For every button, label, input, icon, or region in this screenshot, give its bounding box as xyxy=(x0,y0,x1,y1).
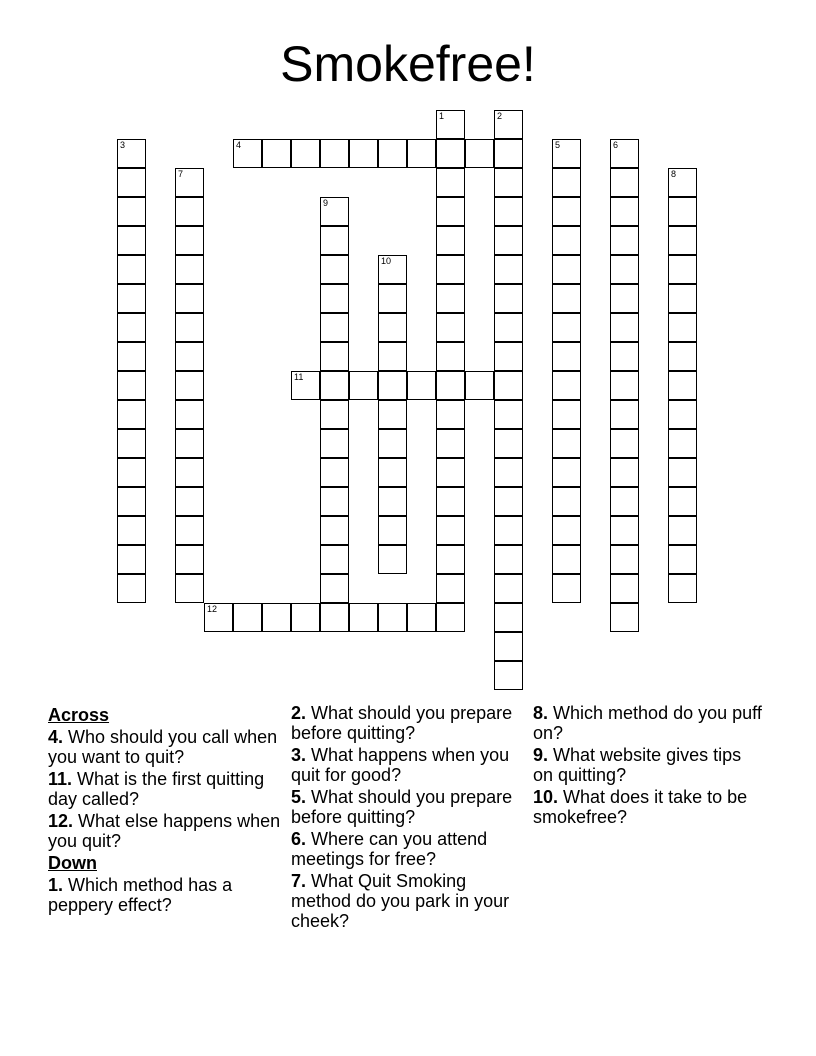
clue-text: Who should you call when you want to quit? xyxy=(48,727,278,767)
crossword-cell[interactable] xyxy=(320,139,349,168)
crossword-cell[interactable] xyxy=(320,400,349,429)
across-heading: Across xyxy=(48,705,110,725)
crossword-cell[interactable] xyxy=(320,545,349,574)
crossword-cell[interactable] xyxy=(610,458,639,487)
crossword-cell[interactable] xyxy=(610,371,639,400)
crossword-cell[interactable] xyxy=(378,516,407,545)
crossword-cell[interactable] xyxy=(349,371,378,400)
crossword-cell[interactable] xyxy=(552,400,581,429)
crossword-cell[interactable] xyxy=(668,342,697,371)
crossword-cell[interactable] xyxy=(320,342,349,371)
crossword-cell[interactable] xyxy=(465,139,494,168)
crossword-cell[interactable] xyxy=(175,168,204,197)
crossword-cell[interactable] xyxy=(436,429,465,458)
crossword-cell[interactable] xyxy=(494,487,523,516)
crossword-cell[interactable] xyxy=(175,487,204,516)
crossword-cell[interactable] xyxy=(552,545,581,574)
crossword-cell[interactable] xyxy=(175,342,204,371)
crossword-cell[interactable] xyxy=(117,255,146,284)
crossword-cell[interactable] xyxy=(117,226,146,255)
crossword-cell[interactable] xyxy=(552,255,581,284)
clue-down-6 xyxy=(291,829,527,869)
cell-number: 10 xyxy=(381,256,392,266)
clue-down-5 xyxy=(291,787,527,827)
crossword-cell[interactable] xyxy=(494,574,523,603)
cell-number: 2 xyxy=(497,111,503,121)
crossword-cell[interactable] xyxy=(610,255,639,284)
crossword-cell[interactable] xyxy=(175,574,204,603)
crossword-cell[interactable] xyxy=(320,226,349,255)
crossword-cell[interactable] xyxy=(378,313,407,342)
crossword-cell[interactable] xyxy=(494,255,523,284)
crossword-cell[interactable] xyxy=(349,139,378,168)
crossword-cell[interactable] xyxy=(552,197,581,226)
crossword-cell[interactable] xyxy=(117,313,146,342)
crossword-cell[interactable] xyxy=(494,400,523,429)
crossword-cell[interactable] xyxy=(378,284,407,313)
crossword-cell[interactable] xyxy=(436,603,465,632)
crossword-cell[interactable] xyxy=(494,168,523,197)
crossword-cell[interactable] xyxy=(175,545,204,574)
crossword-cell[interactable] xyxy=(117,429,146,458)
crossword-cell[interactable] xyxy=(378,400,407,429)
crossword-cell[interactable] xyxy=(175,458,204,487)
crossword-cell[interactable] xyxy=(117,516,146,545)
clue-down-2 xyxy=(291,703,527,743)
clue-number: 4. xyxy=(48,727,64,747)
crossword-cell[interactable] xyxy=(117,139,146,168)
crossword-cell[interactable] xyxy=(117,168,146,197)
crossword-cell[interactable] xyxy=(320,255,349,284)
crossword-cell[interactable] xyxy=(465,371,494,400)
crossword-cell[interactable] xyxy=(668,400,697,429)
crossword-cell[interactable] xyxy=(204,603,233,632)
crossword-cell[interactable] xyxy=(610,168,639,197)
crossword-cell[interactable] xyxy=(494,197,523,226)
crossword-cell[interactable] xyxy=(494,284,523,313)
clue-down-1 xyxy=(48,875,284,915)
clue-down-9 xyxy=(533,745,763,785)
crossword-cell[interactable] xyxy=(610,400,639,429)
crossword-cell[interactable] xyxy=(175,371,204,400)
crossword-cell[interactable] xyxy=(610,342,639,371)
crossword-cell[interactable] xyxy=(668,545,697,574)
crossword-cell[interactable] xyxy=(117,371,146,400)
crossword-cell[interactable] xyxy=(117,284,146,313)
crossword-cell[interactable] xyxy=(436,139,465,168)
crossword-cell[interactable] xyxy=(610,516,639,545)
crossword-cell[interactable] xyxy=(291,371,320,400)
crossword-cell[interactable] xyxy=(668,458,697,487)
crossword-cell[interactable] xyxy=(320,371,349,400)
clue-number: 7. xyxy=(291,871,307,891)
clue-text: What happens when you quit for good? xyxy=(291,745,510,785)
crossword-cell[interactable] xyxy=(552,226,581,255)
crossword-cell[interactable] xyxy=(117,197,146,226)
crossword-cell[interactable] xyxy=(610,545,639,574)
crossword-cell[interactable] xyxy=(320,313,349,342)
crossword-cell[interactable] xyxy=(668,574,697,603)
crossword-cell[interactable] xyxy=(668,516,697,545)
crossword-cell[interactable] xyxy=(668,371,697,400)
crossword-cell[interactable] xyxy=(262,603,291,632)
crossword-cell[interactable] xyxy=(407,139,436,168)
crossword-cell[interactable] xyxy=(291,139,320,168)
crossword-cell[interactable] xyxy=(175,400,204,429)
clue-number: 5. xyxy=(291,787,307,807)
clue-number: 3. xyxy=(291,745,307,765)
crossword-cell[interactable] xyxy=(436,284,465,313)
crossword-cell[interactable] xyxy=(233,139,262,168)
crossword-cell[interactable] xyxy=(552,342,581,371)
crossword-cell[interactable] xyxy=(668,197,697,226)
clue-text: Where can you attend meetings for free? xyxy=(291,829,488,869)
crossword-cell[interactable] xyxy=(320,574,349,603)
crossword-cell[interactable] xyxy=(175,197,204,226)
crossword-cell[interactable] xyxy=(494,313,523,342)
crossword-cell[interactable] xyxy=(552,139,581,168)
crossword-cell[interactable] xyxy=(320,487,349,516)
crossword-cell[interactable] xyxy=(320,284,349,313)
crossword-cell[interactable] xyxy=(494,139,523,168)
crossword-cell[interactable] xyxy=(494,458,523,487)
crossword-cell[interactable] xyxy=(407,603,436,632)
crossword-cell[interactable] xyxy=(320,429,349,458)
crossword-cell[interactable] xyxy=(436,168,465,197)
crossword-cell[interactable] xyxy=(175,284,204,313)
crossword-cell[interactable] xyxy=(610,313,639,342)
clue-down-3 xyxy=(291,745,527,785)
clue-column-3 xyxy=(533,703,763,829)
clue-column-2 xyxy=(291,703,527,933)
crossword-cell[interactable] xyxy=(610,226,639,255)
clue-text: What Quit Smoking method do you park in your cheek? xyxy=(291,871,510,931)
crossword-cell[interactable] xyxy=(494,110,523,139)
crossword-cell[interactable] xyxy=(175,429,204,458)
crossword-cell[interactable] xyxy=(175,226,204,255)
cell-number: 5 xyxy=(555,140,561,150)
clue-across-11 xyxy=(48,769,284,809)
crossword-cell[interactable] xyxy=(117,458,146,487)
clue-text: What website gives tips on quitting? xyxy=(533,745,742,785)
crossword-cell[interactable] xyxy=(610,429,639,458)
crossword-cell[interactable] xyxy=(610,603,639,632)
crossword-cell[interactable] xyxy=(378,255,407,284)
crossword-cell[interactable] xyxy=(436,226,465,255)
crossword-cell[interactable] xyxy=(494,603,523,632)
crossword-cell[interactable] xyxy=(436,255,465,284)
crossword-cell[interactable] xyxy=(175,313,204,342)
crossword-cell[interactable] xyxy=(552,429,581,458)
crossword-cell[interactable] xyxy=(320,516,349,545)
clue-across-12 xyxy=(48,811,284,851)
crossword-cell[interactable] xyxy=(349,603,378,632)
crossword-cell[interactable] xyxy=(552,284,581,313)
cell-number: 9 xyxy=(323,198,329,208)
crossword-cell[interactable] xyxy=(117,400,146,429)
crossword-cell[interactable] xyxy=(610,197,639,226)
clue-text: What does it take to be smokefree? xyxy=(533,787,748,827)
clue-number: 11. xyxy=(48,769,73,789)
cell-number: 11 xyxy=(294,372,304,382)
crossword-cell[interactable] xyxy=(320,603,349,632)
clue-number: 2. xyxy=(291,703,307,723)
crossword-cell[interactable] xyxy=(610,487,639,516)
crossword-cell[interactable] xyxy=(494,429,523,458)
crossword-cell[interactable] xyxy=(610,139,639,168)
crossword-cell[interactable] xyxy=(436,110,465,139)
crossword-cell[interactable] xyxy=(552,168,581,197)
crossword-cell[interactable] xyxy=(552,516,581,545)
cell-number: 3 xyxy=(120,140,126,150)
crossword-cell[interactable] xyxy=(610,284,639,313)
crossword-cell[interactable] xyxy=(436,487,465,516)
crossword-cell[interactable] xyxy=(494,371,523,400)
cell-number: 12 xyxy=(207,604,218,614)
crossword-cell[interactable] xyxy=(552,313,581,342)
crossword-cell[interactable] xyxy=(378,545,407,574)
clue-across-4 xyxy=(48,727,284,767)
crossword-cell[interactable] xyxy=(436,516,465,545)
crossword-cell[interactable] xyxy=(291,603,320,632)
crossword-cell[interactable] xyxy=(436,342,465,371)
crossword-cell[interactable] xyxy=(668,168,697,197)
clue-number: 9. xyxy=(533,745,549,765)
crossword-cell[interactable] xyxy=(668,226,697,255)
clue-number: 10. xyxy=(533,787,559,807)
crossword-cell[interactable] xyxy=(668,429,697,458)
crossword-cell[interactable] xyxy=(494,545,523,574)
crossword-cell[interactable] xyxy=(610,574,639,603)
clue-text: Which method do you puff on? xyxy=(533,703,762,743)
crossword-cell[interactable] xyxy=(494,632,523,661)
page-title: Smokefree! xyxy=(280,36,536,92)
clue-down-10 xyxy=(533,787,763,827)
crossword-cell[interactable] xyxy=(320,197,349,226)
clue-text: What is the first quitting day called? xyxy=(48,769,265,809)
crossword-cell[interactable] xyxy=(436,458,465,487)
cell-number: 7 xyxy=(178,169,184,179)
crossword-cell[interactable] xyxy=(117,487,146,516)
clue-down-8 xyxy=(533,703,763,743)
cell-number: 6 xyxy=(613,140,619,150)
crossword-cell[interactable] xyxy=(436,400,465,429)
crossword-cell[interactable] xyxy=(378,429,407,458)
crossword-cell[interactable] xyxy=(117,342,146,371)
clue-text: What should you prepare before quitting? xyxy=(291,787,513,827)
clue-number: 12. xyxy=(48,811,74,831)
crossword-cell[interactable] xyxy=(378,603,407,632)
crossword-cell[interactable] xyxy=(436,197,465,226)
crossword-cell[interactable] xyxy=(668,487,697,516)
crossword-cell[interactable] xyxy=(668,284,697,313)
crossword-cell[interactable] xyxy=(407,371,436,400)
crossword-cell[interactable] xyxy=(552,371,581,400)
crossword-cell[interactable] xyxy=(262,139,291,168)
crossword-cell[interactable] xyxy=(378,458,407,487)
clue-text: What should you prepare before quitting? xyxy=(291,703,513,743)
crossword-cell[interactable] xyxy=(175,516,204,545)
crossword-cell[interactable] xyxy=(117,574,146,603)
crossword-cell[interactable] xyxy=(668,255,697,284)
crossword-cell[interactable] xyxy=(494,516,523,545)
crossword-cell[interactable] xyxy=(552,487,581,516)
crossword-cell[interactable] xyxy=(378,371,407,400)
crossword-cell[interactable] xyxy=(668,313,697,342)
cell-number: 1 xyxy=(439,111,445,121)
crossword-cell[interactable] xyxy=(436,545,465,574)
clue-down-7 xyxy=(291,871,527,931)
clue-column-1 xyxy=(48,703,284,917)
clue-number: 1. xyxy=(48,875,64,895)
clue-text: Which method has a peppery effect? xyxy=(48,875,233,915)
crossword-cell[interactable] xyxy=(494,342,523,371)
crossword-cell[interactable] xyxy=(378,487,407,516)
clue-number: 8. xyxy=(533,703,549,723)
crossword-cell[interactable] xyxy=(494,226,523,255)
clue-text: What else happens when you quit? xyxy=(48,811,281,851)
crossword-cell[interactable] xyxy=(320,458,349,487)
down-heading: Down xyxy=(48,853,97,873)
cell-number: 8 xyxy=(671,169,677,179)
crossword-cell[interactable] xyxy=(436,574,465,603)
crossword-cell[interactable] xyxy=(175,255,204,284)
crossword-cell[interactable] xyxy=(436,371,465,400)
crossword-cell[interactable] xyxy=(494,661,523,690)
crossword-cell[interactable] xyxy=(378,139,407,168)
crossword-cell[interactable] xyxy=(552,574,581,603)
cell-number: 4 xyxy=(236,140,242,150)
crossword-cell[interactable] xyxy=(117,545,146,574)
crossword-cell[interactable] xyxy=(552,458,581,487)
crossword-cell[interactable] xyxy=(378,342,407,371)
crossword-cell[interactable] xyxy=(436,313,465,342)
crossword-cell[interactable] xyxy=(233,603,262,632)
clue-number: 6. xyxy=(291,829,307,849)
